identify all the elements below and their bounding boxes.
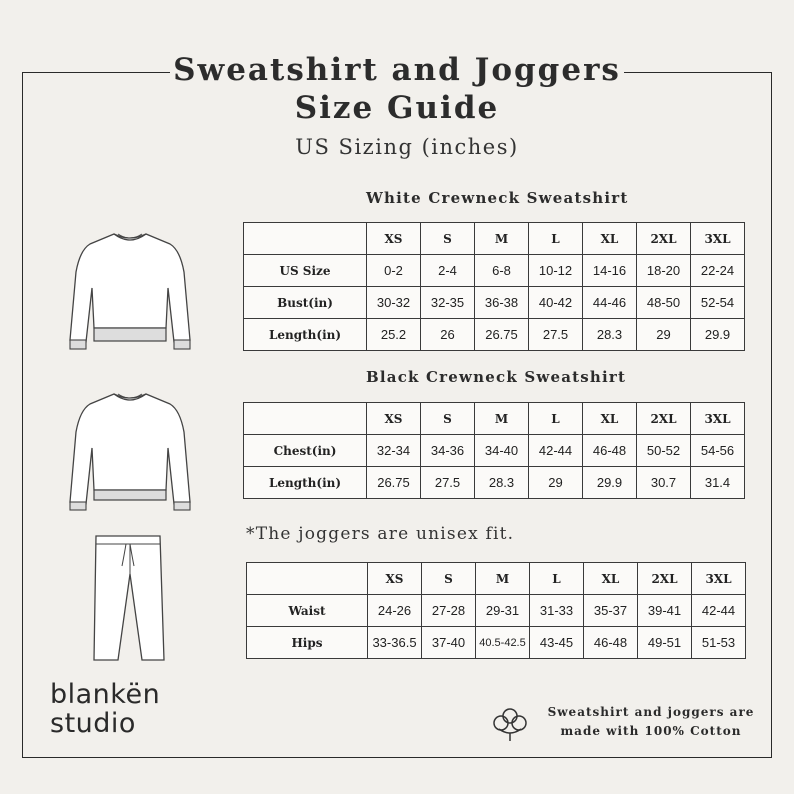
size-header-cell: XL [584, 563, 638, 595]
value-cell: 6-8 [475, 255, 529, 287]
value-cell: 39-41 [638, 595, 692, 627]
measurement-row [244, 435, 745, 467]
value-cell: 42-44 [529, 435, 583, 467]
value-cell: 42-44 [692, 595, 746, 627]
size-header-cell: 3XL [691, 223, 745, 255]
row-label: Bust(in) [244, 287, 367, 319]
corner-cell [247, 563, 368, 595]
value-cell: 40-42 [529, 287, 583, 319]
value-cell: 36-38 [475, 287, 529, 319]
size-header-cell: 2XL [638, 563, 692, 595]
size-header-row [244, 223, 745, 255]
brand-logo-line1: blankën [50, 679, 161, 710]
size-header-cell: XS [368, 563, 422, 595]
value-cell: 29.9 [583, 467, 637, 499]
size-header-row [247, 563, 746, 595]
material-note-line2: made with 100% Cotton [560, 724, 742, 738]
page-subtitle: US Sizing (inches) [295, 135, 519, 159]
size-header-cell: XL [583, 223, 637, 255]
value-cell: 24-26 [368, 595, 422, 627]
value-cell: 26.75 [475, 319, 529, 351]
joggers-size-table [246, 562, 746, 659]
material-note [545, 703, 757, 741]
value-cell: 31.4 [691, 467, 745, 499]
measurement-row [244, 255, 745, 287]
row-label: Length(in) [244, 467, 367, 499]
measurement-row [247, 595, 746, 627]
size-header-cell: L [529, 223, 583, 255]
value-cell: 28.3 [583, 319, 637, 351]
value-cell: 30-32 [367, 287, 421, 319]
value-cell: 35-37 [584, 595, 638, 627]
material-note-line1: Sweatshirt and joggers are [547, 705, 755, 719]
row-label: Chest(in) [244, 435, 367, 467]
size-header-cell: S [421, 403, 475, 435]
corner-cell [244, 403, 367, 435]
white-sweatshirt-size-table [243, 222, 745, 351]
value-cell: 34-36 [421, 435, 475, 467]
size-header-cell: 2XL [637, 223, 691, 255]
value-cell: 28.3 [475, 467, 529, 499]
value-cell: 27-28 [422, 595, 476, 627]
measurement-row [247, 627, 746, 659]
brand-logo-line2: studio [50, 708, 136, 739]
row-label: Hips [247, 627, 368, 659]
value-cell: 2-4 [421, 255, 475, 287]
value-cell: 29 [637, 319, 691, 351]
corner-cell [244, 223, 367, 255]
row-label: Length(in) [244, 319, 367, 351]
white-sweatshirt-heading: White Crewneck Sweatshirt [366, 189, 629, 207]
value-cell: 40.5-42.5 [476, 627, 530, 659]
value-cell: 54-56 [691, 435, 745, 467]
size-header-cell: M [476, 563, 530, 595]
page-title: Sweatshirt and Joggers [173, 52, 621, 88]
value-cell: 29-31 [476, 595, 530, 627]
size-header-cell: XS [367, 403, 421, 435]
black-sweatshirt-illustration [66, 388, 194, 514]
measurement-row [244, 467, 745, 499]
joggers-fit-note: *The joggers are unisex fit. [246, 524, 515, 544]
size-header-cell: XL [583, 403, 637, 435]
size-header-cell: S [421, 223, 475, 255]
value-cell: 27.5 [529, 319, 583, 351]
value-cell: 22-24 [691, 255, 745, 287]
row-label: Waist [247, 595, 368, 627]
value-cell: 29 [529, 467, 583, 499]
brand-logo [50, 680, 160, 738]
value-cell: 49-51 [638, 627, 692, 659]
size-header-cell: 3XL [691, 403, 745, 435]
value-cell: 48-50 [637, 287, 691, 319]
value-cell: 33-36.5 [368, 627, 422, 659]
page-title-line2: Size Guide [294, 90, 500, 126]
value-cell: 52-54 [691, 287, 745, 319]
value-cell: 10-12 [529, 255, 583, 287]
cotton-icon [489, 703, 531, 743]
size-header-cell: S [422, 563, 476, 595]
value-cell: 43-45 [530, 627, 584, 659]
value-cell: 46-48 [583, 435, 637, 467]
value-cell: 31-33 [530, 595, 584, 627]
size-header-cell: M [475, 223, 529, 255]
value-cell: 44-46 [583, 287, 637, 319]
measurement-row [244, 287, 745, 319]
value-cell: 14-16 [583, 255, 637, 287]
value-cell: 29.9 [691, 319, 745, 351]
value-cell: 32-34 [367, 435, 421, 467]
value-cell: 25.2 [367, 319, 421, 351]
value-cell: 26 [421, 319, 475, 351]
value-cell: 51-53 [692, 627, 746, 659]
value-cell: 50-52 [637, 435, 691, 467]
value-cell: 37-40 [422, 627, 476, 659]
row-label: US Size [244, 255, 367, 287]
size-header-cell: 3XL [692, 563, 746, 595]
size-header-row [244, 403, 745, 435]
size-header-cell: XS [367, 223, 421, 255]
white-sweatshirt-illustration [66, 228, 194, 356]
value-cell: 30.7 [637, 467, 691, 499]
size-header-cell: M [475, 403, 529, 435]
joggers-illustration [90, 534, 170, 664]
value-cell: 26.75 [367, 467, 421, 499]
size-header-cell: 2XL [637, 403, 691, 435]
size-header-cell: L [530, 563, 584, 595]
size-header-cell: L [529, 403, 583, 435]
value-cell: 32-35 [421, 287, 475, 319]
value-cell: 46-48 [584, 627, 638, 659]
value-cell: 34-40 [475, 435, 529, 467]
measurement-row [244, 319, 745, 351]
black-sweatshirt-heading: Black Crewneck Sweatshirt [366, 368, 627, 386]
value-cell: 18-20 [637, 255, 691, 287]
black-sweatshirt-size-table [243, 402, 745, 499]
value-cell: 27.5 [421, 467, 475, 499]
value-cell: 0-2 [367, 255, 421, 287]
